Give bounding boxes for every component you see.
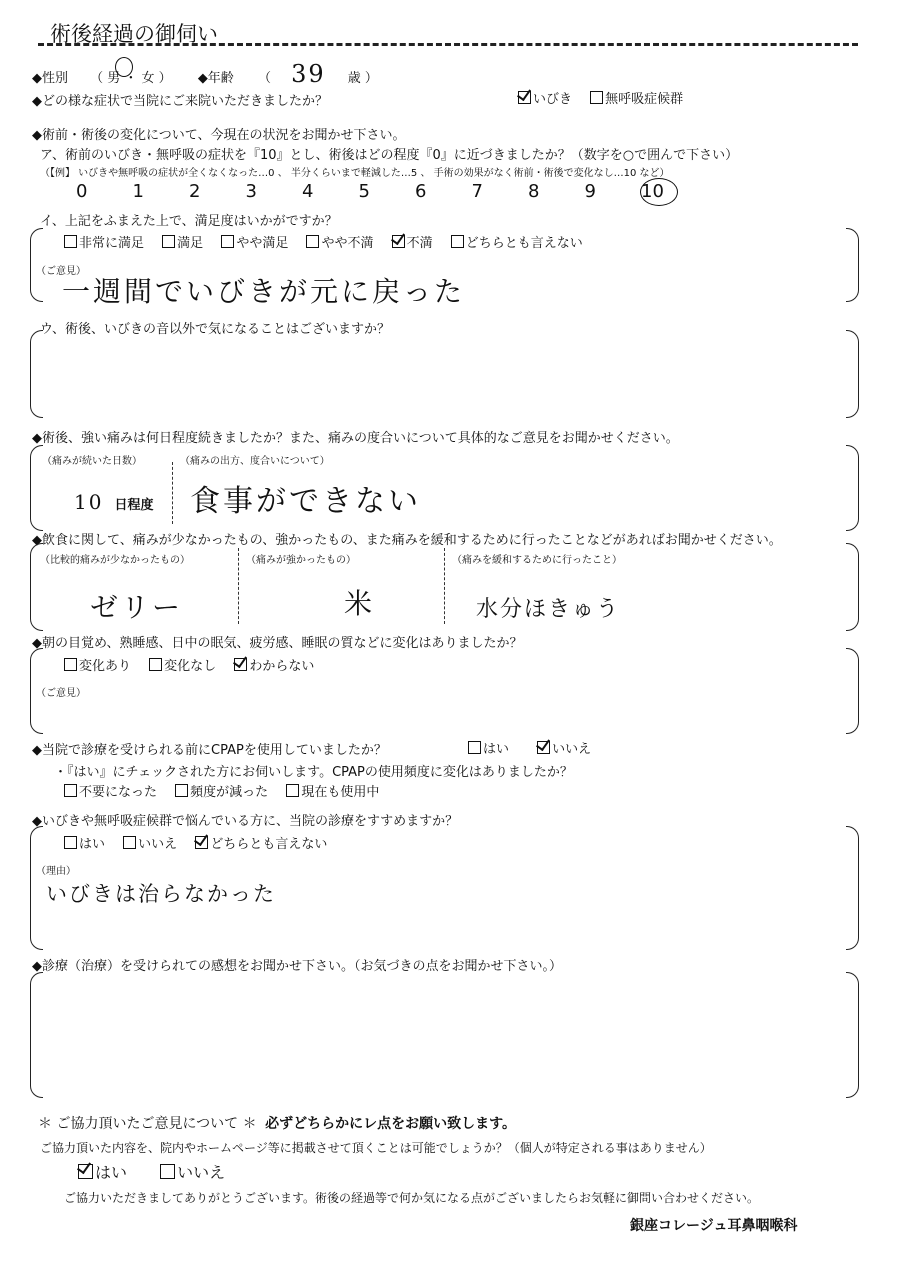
cpap-follow-option[interactable]: 頻度が減った <box>175 781 268 800</box>
pain-text: ◆術後、強い痛みは何日程度続きましたか？また、痛みの度合いについて具体的なご意見をお聞かせください。 <box>32 431 679 446</box>
checkbox-checked-icon[interactable] <box>234 658 247 671</box>
sleep-opinion-label: （ご意見） <box>36 688 86 699</box>
cpap-followup-text: ・『はい』にチェックされた方にお伺いします。CPAPの使用頻度に変化はありましたか？ <box>54 765 573 780</box>
consent-heading-b: 必ずどちらかにレ点をお願い致します。 <box>265 1116 516 1132</box>
pain-days-row <box>74 490 154 514</box>
scale-9[interactable]: 9 <box>584 181 596 202</box>
scale-selected-circle <box>640 178 678 206</box>
impression-answer-field[interactable] <box>50 980 840 1090</box>
checkbox-checked-icon[interactable] <box>78 1164 93 1179</box>
q1-options <box>518 88 697 107</box>
title-divider <box>38 43 858 46</box>
pain-degree-value[interactable]: 食事ができない <box>190 484 421 519</box>
cpap-option-yes[interactable]: はい <box>468 738 509 757</box>
consent-options <box>78 1160 239 1183</box>
scale-3[interactable]: 3 <box>245 181 257 202</box>
checkbox-checked-icon[interactable] <box>518 91 531 104</box>
consent-thanks: ご協力いただきましてありがとうございます。術後の経過等で何か気になる点がございましたらお気軽に御問い合わせください。 <box>64 1191 760 1205</box>
checkbox-icon[interactable] <box>149 658 162 671</box>
gender-row <box>32 60 378 88</box>
q2-heading: ◆術前・術後の変化について、今現在の状況をお聞かせ下さい。 <box>32 128 406 143</box>
food-strong-label: （痛みが強かったもの） <box>246 555 356 566</box>
pain-days-label: （痛みが続いた日数） <box>42 456 142 467</box>
opinion-label: （ご意見） <box>36 266 86 277</box>
food-relief-value[interactable]: 水分ほきゅう <box>476 597 621 622</box>
other-answer-field[interactable] <box>50 340 840 410</box>
scale-10[interactable]: 10 <box>641 181 664 202</box>
bracket-right <box>846 330 859 418</box>
cpap-follow-options <box>64 781 393 800</box>
cpap-option-no[interactable]: いいえ <box>537 738 591 757</box>
bracket-left <box>30 826 43 950</box>
bracket-left <box>30 330 43 418</box>
page-title: 術後経過の御伺い <box>50 22 218 46</box>
consent-question: ご協力頂いた内容を、院内やホームページ等に掲載させて頂くことは可能でしょうか？（個人が特定される事はありません） <box>40 1141 712 1155</box>
checkbox-icon[interactable] <box>306 235 319 248</box>
recommend-options <box>64 833 341 852</box>
cpap-follow-option[interactable]: 現在も使用中 <box>286 781 379 800</box>
scale-5[interactable]: 5 <box>358 181 370 202</box>
scale-2[interactable]: 2 <box>189 181 201 202</box>
age-label: ◆年齢 <box>197 71 234 86</box>
consent-option-no[interactable]: いいえ <box>160 1160 225 1183</box>
bracket-right <box>846 972 859 1098</box>
satisfaction-option[interactable]: やや不満 <box>306 232 373 251</box>
checkbox-icon[interactable] <box>64 658 77 671</box>
pain-divider <box>172 462 173 524</box>
recommend-text: ◆いびきや無呼吸症候群で悩んでいる方に、当院の診療をすすめますか？ <box>32 814 459 829</box>
q2-scale <box>76 181 698 202</box>
checkbox-icon[interactable] <box>160 1164 175 1179</box>
checkbox-icon[interactable] <box>64 235 77 248</box>
satisfaction-option-checked[interactable]: 不満 <box>392 232 433 251</box>
q2-a-text: ア、術前のいびき・無呼吸の症状を『10』とし、術後はどの程度『0』に近づきましたか？（数字を○で囲んで下さい） <box>40 148 739 163</box>
sleep-option[interactable]: 変化あり <box>64 655 131 674</box>
satisfaction-text: イ、上記をふまえた上で、満足度はいかがですか？ <box>40 214 338 229</box>
consent-option-yes[interactable]: はい <box>78 1160 127 1183</box>
age-open: （ <box>257 71 271 86</box>
satisfaction-option[interactable]: 非常に満足 <box>64 232 144 251</box>
scale-7[interactable]: 7 <box>471 181 483 202</box>
recommend-option[interactable]: いいえ <box>123 833 177 852</box>
satisfaction-option[interactable]: どちらとも言えない <box>451 232 583 251</box>
recommend-reason-label: （理由） <box>36 866 76 877</box>
sleep-options <box>64 655 328 674</box>
food-divider <box>238 548 239 624</box>
satisfaction-option[interactable]: やや満足 <box>221 232 288 251</box>
scale-4[interactable]: 4 <box>302 181 314 202</box>
other-text: ウ、術後、いびきの音以外で気になることはございますか？ <box>40 322 390 337</box>
recommend-reason-value[interactable]: いびきは治らなかった <box>46 882 276 906</box>
food-text: ◆飲食に関して、痛みが少なかったもの、強かったもの、また痛みを緩和するために行ったことなどがあればお聞かせください。 <box>32 533 782 548</box>
recommend-option[interactable]: はい <box>64 833 105 852</box>
q1-option-apnea[interactable]: 無呼吸症候群 <box>590 88 683 107</box>
checkbox-checked-icon[interactable] <box>537 741 550 754</box>
gender-options[interactable]: （ 男 ・ 女 ） <box>90 71 172 86</box>
sleep-option-checked[interactable]: わからない <box>234 655 314 674</box>
food-relief-label: （痛みを緩和するために行ったこと） <box>452 555 622 566</box>
checkbox-checked-icon[interactable] <box>195 836 208 849</box>
impression-text: ◆診療（治療）を受けられての感想をお聞かせ下さい。（お気づきの点をお聞かせ下さい。） <box>32 959 562 974</box>
gender-label: ◆性別 <box>32 71 68 86</box>
food-divider <box>444 548 445 624</box>
pain-days-unit: 日程度 <box>114 498 154 513</box>
checkbox-icon[interactable] <box>590 91 603 104</box>
checkbox-icon[interactable] <box>64 836 77 849</box>
cpap-follow-option[interactable]: 不要になった <box>64 781 157 800</box>
food-less-value[interactable]: ゼリー <box>90 591 184 624</box>
q2-example: （【例】 いびきや無呼吸の症状が全くなくなった…0 、 半分くらいまで軽減した…5 、 手術の効果がなく術前・術後で変化なし…10 など） <box>40 168 670 179</box>
checkbox-icon[interactable] <box>451 235 464 248</box>
pain-days-value[interactable]: 10 <box>74 490 104 514</box>
food-less-label: （比較的痛みが少なかったもの） <box>40 555 190 566</box>
cpap-text: ◆当院で診療を受けられる前にCPAPを使用していましたか？ <box>32 743 387 758</box>
bracket-right <box>846 543 859 631</box>
bracket-right <box>846 826 859 950</box>
checkbox-icon[interactable] <box>286 784 299 797</box>
q1-text: ◆どの様な症状で当院にご来院いただきましたか？ <box>32 94 328 109</box>
recommend-option-checked[interactable]: どちらとも言えない <box>195 833 327 852</box>
satisfaction-opinion-value[interactable]: 一週間でいびきが元に戻った <box>62 275 466 308</box>
checkbox-icon[interactable] <box>123 836 136 849</box>
scale-1[interactable]: 1 <box>132 181 144 202</box>
satisfaction-options <box>64 232 597 251</box>
clinic-name: 銀座コレージュ耳鼻咽喉科 <box>630 1218 798 1234</box>
satisfaction-option[interactable]: 満足 <box>162 232 203 251</box>
gender-selected-circle <box>115 57 133 77</box>
age-unit: 歳 ） <box>347 71 378 86</box>
scale-8[interactable]: 8 <box>528 181 540 202</box>
checkbox-icon[interactable] <box>221 235 234 248</box>
sleep-option[interactable]: 変化なし <box>149 655 216 674</box>
bracket-right <box>846 228 859 302</box>
cpap-options <box>468 738 605 757</box>
bracket-right <box>846 648 859 734</box>
consent-heading-a: ＊ ご協力頂いたご意見について ＊ <box>38 1116 257 1132</box>
checkbox-icon[interactable] <box>468 741 481 754</box>
age-value[interactable]: 39 <box>291 60 326 88</box>
scale-6[interactable]: 6 <box>415 181 427 202</box>
checkbox-icon[interactable] <box>64 784 77 797</box>
checkbox-icon[interactable] <box>175 784 188 797</box>
checkbox-icon[interactable] <box>162 235 175 248</box>
food-strong-value[interactable]: 米 <box>344 587 376 620</box>
pain-degree-label: （痛みの出方、度合いについて） <box>180 456 330 467</box>
bracket-right <box>846 445 859 531</box>
checkbox-checked-icon[interactable] <box>392 235 405 248</box>
bracket-left <box>30 972 43 1098</box>
consent-heading <box>38 1113 516 1133</box>
scale-0[interactable]: 0 <box>76 181 88 202</box>
sleep-text: ◆朝の目覚め、熟睡感、日中の眠気、疲労感、睡眠の質などに変化はありましたか？ <box>32 636 523 651</box>
q1-option-snoring[interactable]: いびき <box>518 88 572 107</box>
